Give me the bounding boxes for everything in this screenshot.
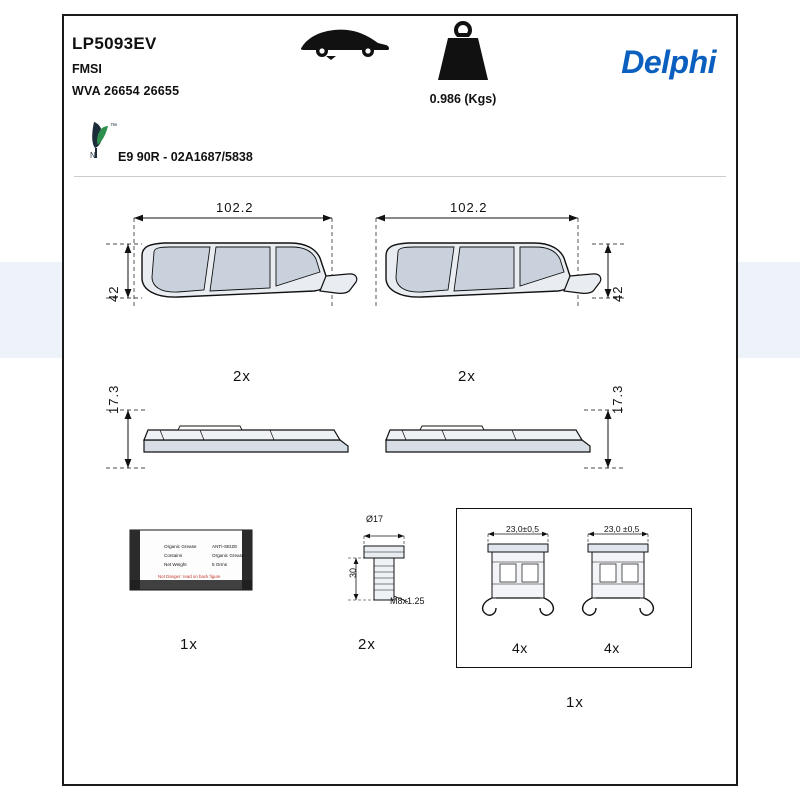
clip-left-dim: 23,0±0,5	[506, 524, 540, 534]
clip-left-qty: 4x	[512, 640, 528, 656]
left-pad-height-dim: 42	[106, 285, 121, 302]
svg-text:Organic Grease: Organic Grease	[212, 553, 245, 558]
wva-label: WVA 26654 26655	[72, 84, 180, 98]
svg-text:Not Danger: read on back figur: Not Danger: read on back figure	[158, 574, 221, 579]
svg-text:Net Weight: Net Weight	[164, 562, 187, 567]
svg-text:ANTI-SEIZE: ANTI-SEIZE	[212, 544, 238, 549]
right-pad-side-view	[368, 368, 630, 488]
left-pad-thickness-dim: 17.3	[106, 384, 121, 414]
right-pad-qty: 2x	[458, 368, 476, 385]
svg-text:5 Grms: 5 Grms	[212, 562, 228, 567]
weight-value: 0.986 (Kgs)	[429, 92, 497, 106]
right-pad-height-dim: 42	[610, 285, 625, 302]
left-pad-width-dim: 102.2	[216, 200, 254, 215]
grease-sachet-icon	[124, 524, 264, 608]
svg-text:™: ™	[110, 123, 117, 130]
fmsi-label: FMSI	[72, 62, 102, 76]
svg-text:Organic Grease: Organic Grease	[164, 544, 197, 549]
left-pad-side-view	[120, 368, 370, 488]
left-pad-top-view	[120, 200, 380, 350]
eco-leaf-icon	[78, 118, 122, 160]
weight-icon	[428, 22, 498, 84]
bolt-length-dim: 30	[348, 567, 358, 578]
grease-sachet-qty: 1x	[180, 636, 198, 653]
bolt-diameter-dim: Ø17	[366, 514, 384, 524]
right-pad-width-dim: 102.2	[450, 200, 488, 215]
car-icon	[296, 26, 392, 60]
right-pad-top-view	[368, 200, 630, 350]
svg-text:Contains: Contains	[164, 553, 183, 558]
right-pad-thickness-dim: 17.3	[610, 384, 625, 414]
ece-approval: E9 90R - 02A1687/5838	[118, 150, 253, 164]
svg-text:N: N	[90, 151, 96, 160]
clip-right-dim: 23,0 ±0,5	[604, 524, 640, 534]
clip-sets-icon	[470, 518, 680, 644]
part-number: LP5093EV	[72, 34, 157, 53]
left-pad-qty: 2x	[233, 368, 251, 385]
bolt-qty: 2x	[358, 636, 376, 653]
header-divider	[74, 176, 726, 177]
clip-right-qty: 4x	[604, 640, 620, 656]
bolt-thread-dim: M8x1.25	[390, 596, 425, 606]
clip-kit-qty: 1x	[566, 694, 584, 711]
delphi-logo: Delphi	[621, 44, 716, 80]
